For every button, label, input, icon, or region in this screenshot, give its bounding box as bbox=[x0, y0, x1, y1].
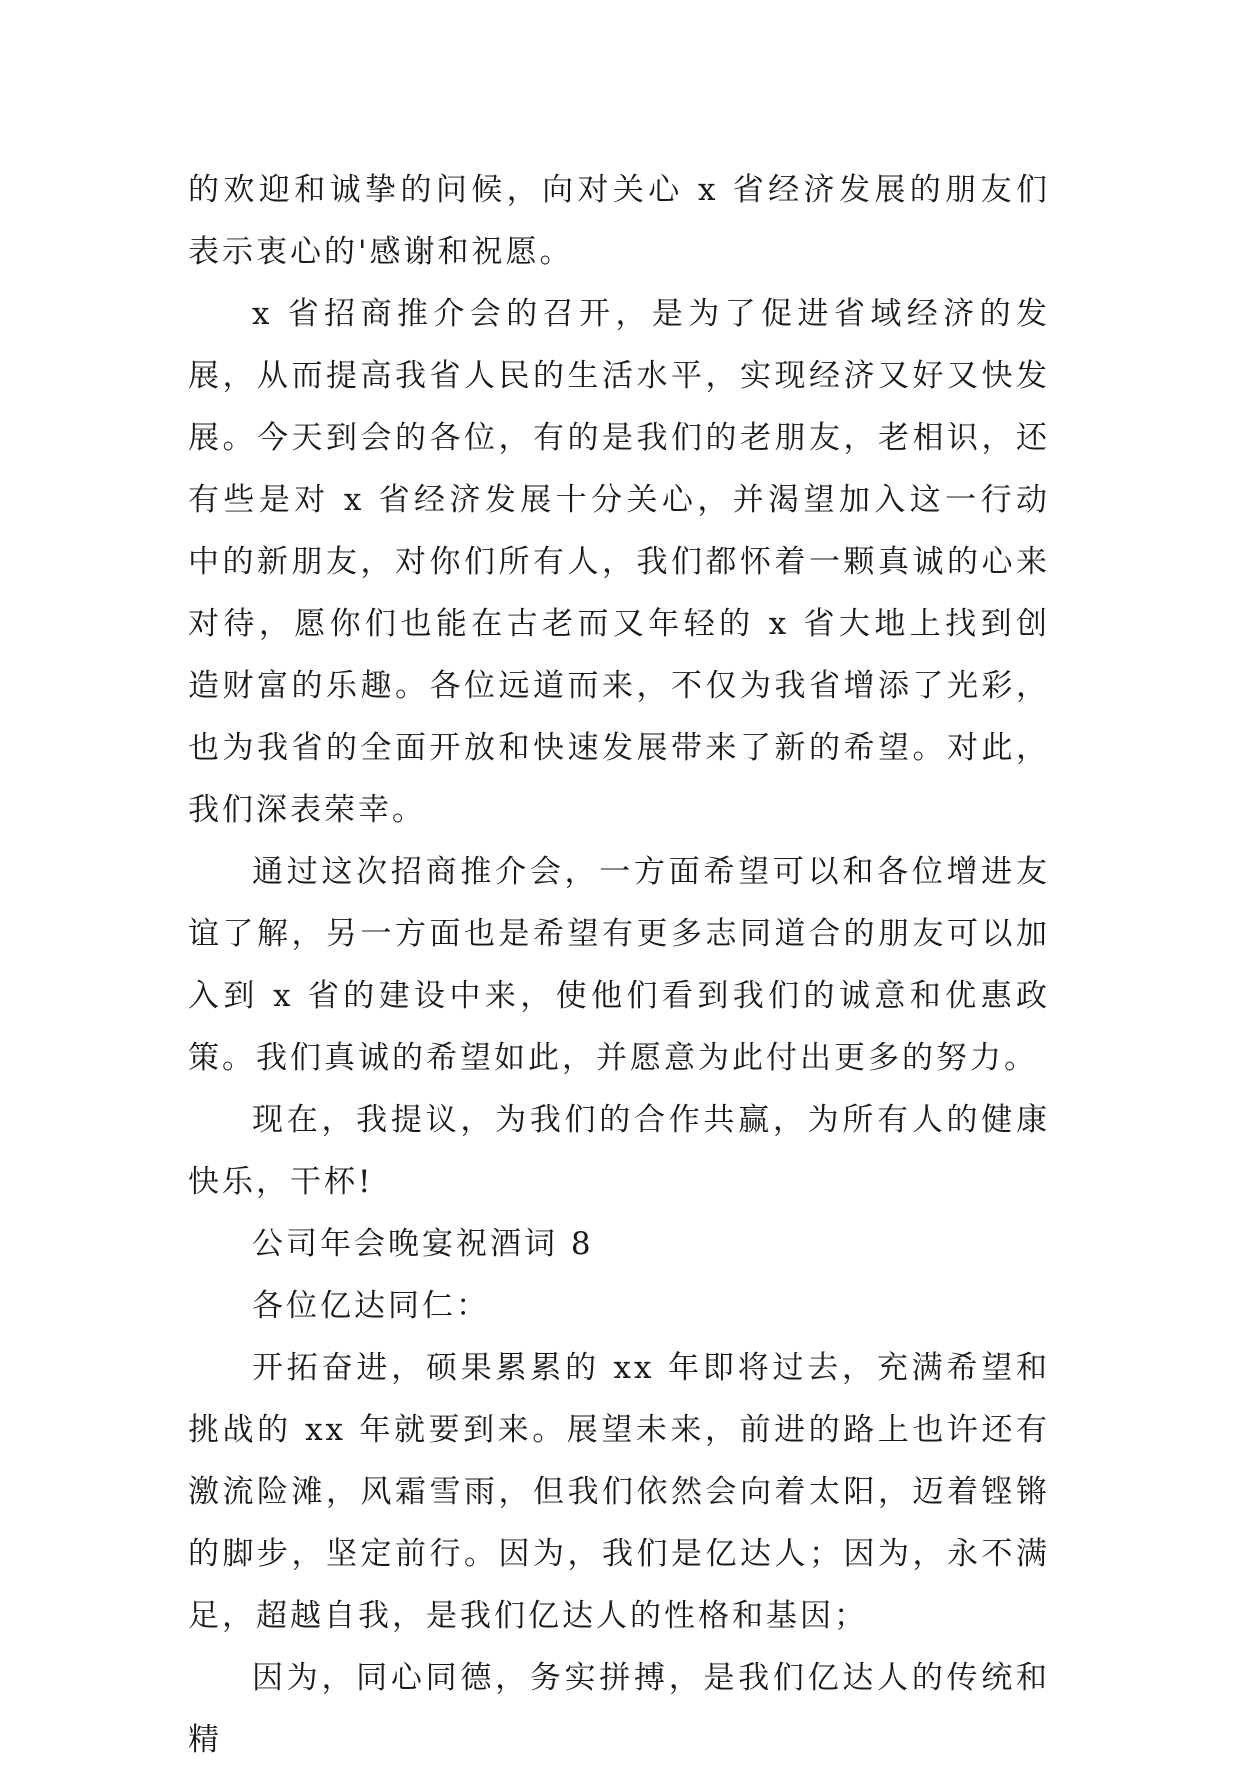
paragraph-6: 因为，同心同德，务实拼搏，是我们亿达人的传统和精 bbox=[188, 1660, 1050, 1758]
salutation: 各位亿达同仁： bbox=[252, 1288, 490, 1324]
document-body bbox=[188, 159, 1050, 1771]
paragraph-4: 现在，我提议，为我们的合作共赢，为所有人的健康快乐，干杯! bbox=[188, 1102, 1050, 1200]
paragraph-2: x 省招商推介会的召开，是为了促进省域经济的发展，从而提高我省人民的生活水平，实现经济又好又快发展。今天到会的各位，有的是我们的老朋友，老相识，还有些是对 x 省经济发展十分关心，并渴望加入这一行动中的新朋友，对你们所有人，我们都怀着一颗真诚的心来对待，愿你们也能在古老而又年轻的 x 省大地上找到创造财富的乐趣。各位远道而来，不仅为我省增添了光彩，也为我省的全面开放和快速发展带来了新的希望。对此，我们深表荣幸。 bbox=[188, 296, 1050, 828]
paragraph-3: 通过这次招商推介会，一方面希望可以和各位增进友谊了解，另一方面也是希望有更多志同道合的朋友可以加入到 x 省的建设中来，使他们看到我们的诚意和优惠政策。我们真诚的希望如此，并愿意为此付出更多的努力。 bbox=[188, 854, 1050, 1076]
paragraph-1: 的欢迎和诚挚的问候，向对关心 x 省经济发展的朋友们表示衷心的'感谢和祝愿。 bbox=[188, 172, 1050, 270]
section-heading: 公司年会晚宴祝酒词 8 bbox=[252, 1226, 594, 1262]
paragraph-5: 开拓奋进，硕果累累的 xx 年即将过去，充满希望和挑战的 xx 年就要到来。展望未来，前进的路上也许还有激流险滩，风霜雪雨，但我们依然会向着太阳，迈着铿锵的脚步，坚定前行。因为，我们是亿达人；因为，永不满足，超越自我，是我们亿达人的性格和基因； bbox=[188, 1350, 1050, 1634]
